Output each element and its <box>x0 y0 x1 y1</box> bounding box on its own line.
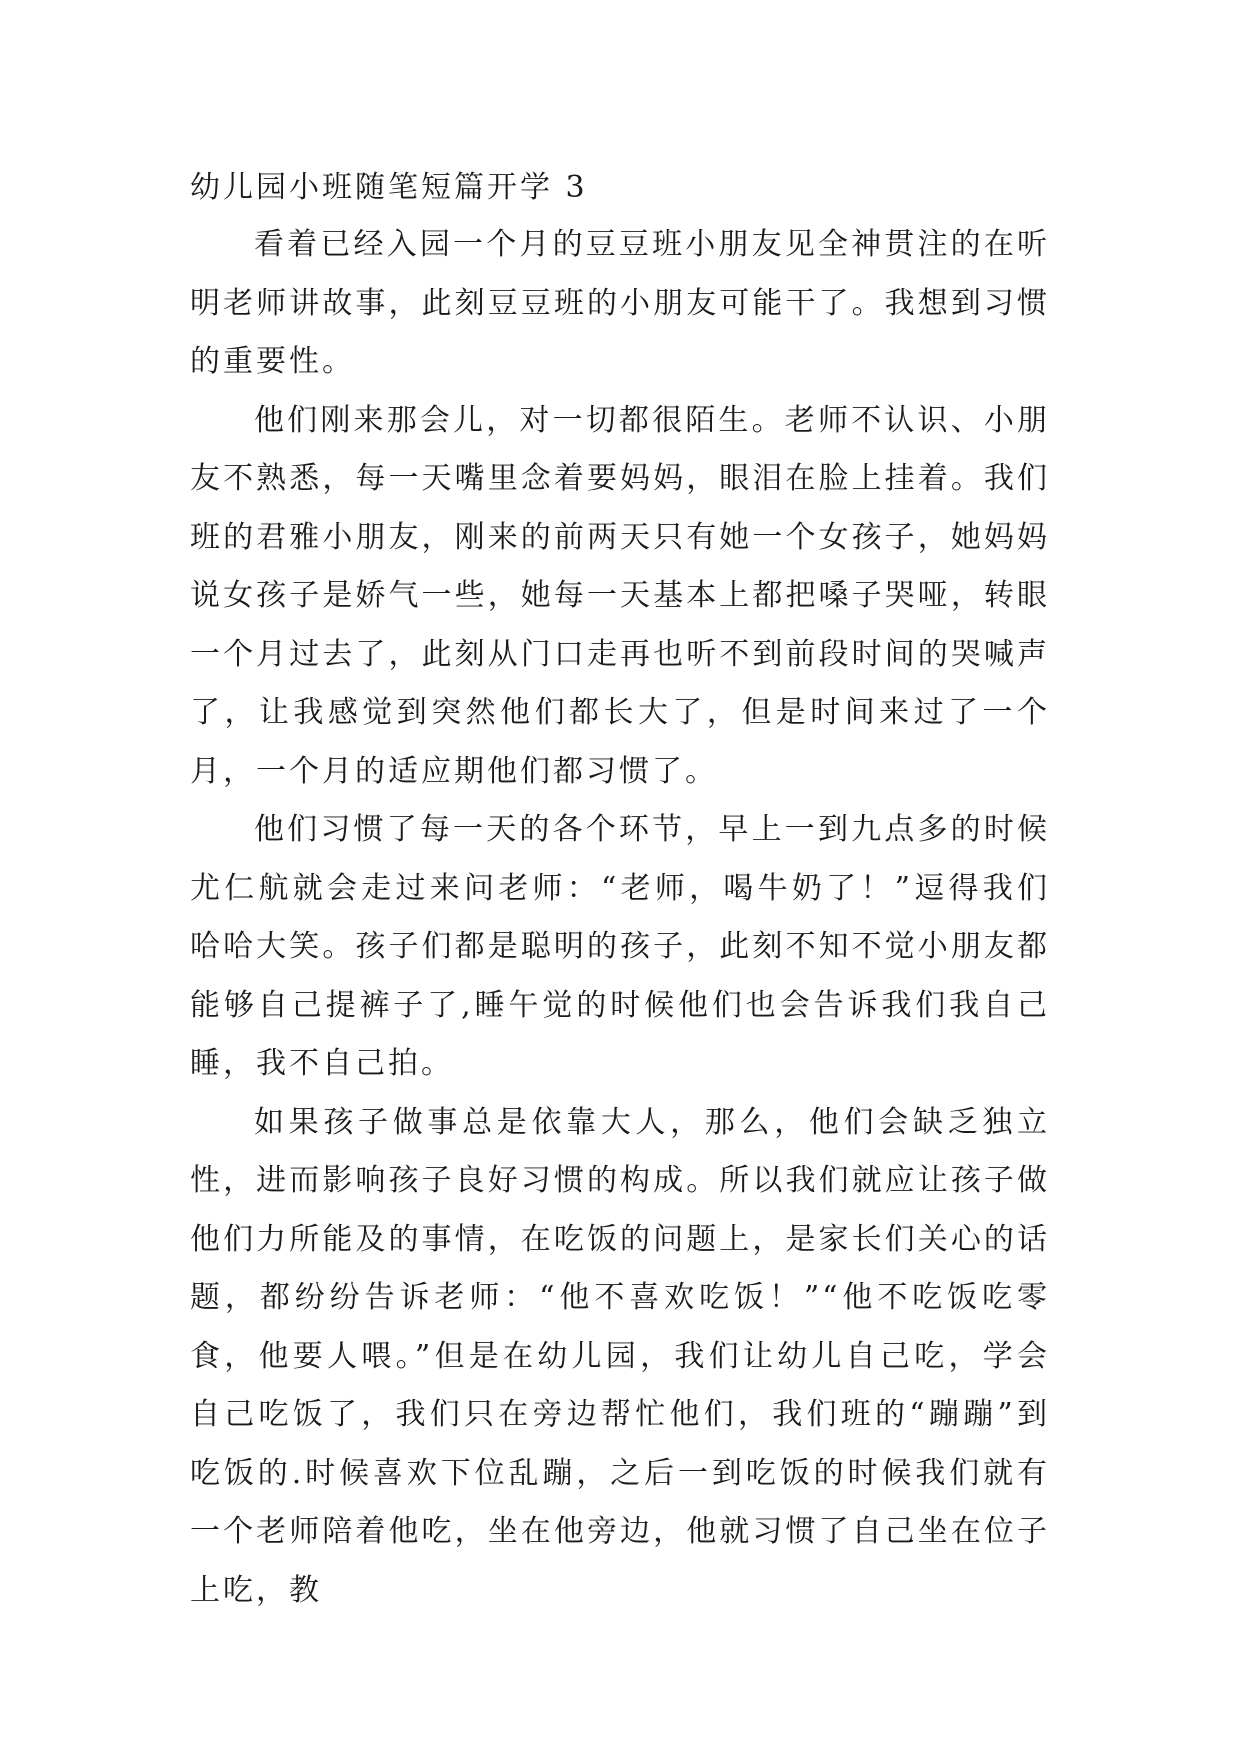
paragraph-3: 他们习惯了每一天的各个环节，早上一到九点多的时候尤仁航就会走过来问老师：“老师，喝牛奶了！”逗得我们哈哈大笑。孩子们都是聪明的孩子，此刻不知不觉小朋友都能够自己提裤子了,睡午觉的时候他们也会告诉我们我自己睡，我不自己拍。 <box>190 812 1050 1081</box>
paragraph-4: 如果孩子做事总是依靠大人，那么，他们会缺乏独立性，进而影响孩子良好习惯的构成。所以我们就应让孩子做他们力所能及的事情，在吃饭的问题上，是家长们关心的话题，都纷纷告诉老师：“他不喜欢吃饭！”“他不吃饭吃零食，他要人喂。”但是在幼儿园，我们让幼儿自己吃，学会自己吃饭了，我们只在旁边帮忙他们，我们班的“蹦蹦”到吃饭的.时候喜欢下位乱蹦，之后一到吃饭的时候我们就有一个老师陪着他吃，坐在他旁边，他就习惯了自己坐在位子上吃，教 <box>190 1104 1050 1608</box>
paragraph-2: 他们刚来那会儿，对一切都很陌生。老师不认识、小朋友不熟悉，每一天嘴里念着要妈妈，眼泪在脸上挂着。我们班的君雅小朋友，刚来的前两天只有她一个女孩子，她妈妈说女孩子是娇气一些，她每一天基本上都把嗓子哭哑，转眼一个月过去了，此刻从门口走再也听不到前段时间的哭喊声了，让我感觉到突然他们都长大了，但是时间来过了一个月，一个月的适应期他们都习惯了。 <box>190 402 1050 789</box>
document-body <box>190 160 1050 1620</box>
document-title: 幼儿园小班随笔短篇开学 3 <box>190 170 588 205</box>
paragraph-1: 看着已经入园一个月的豆豆班小朋友见全神贯注的在听明老师讲故事，此刻豆豆班的小朋友可能干了。我想到习惯的重要性。 <box>190 227 1050 379</box>
